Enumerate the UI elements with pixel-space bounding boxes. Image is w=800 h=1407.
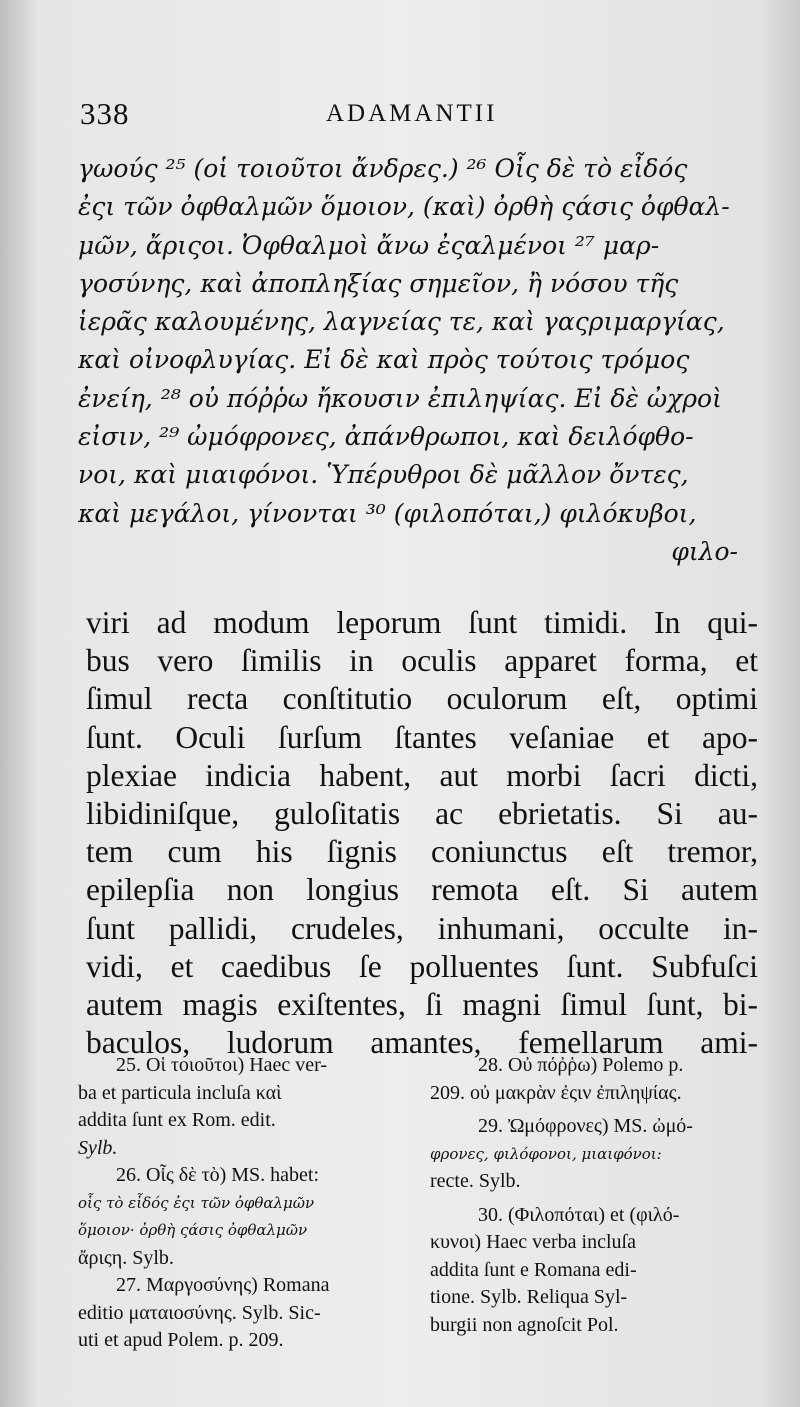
latin-line: ſunt. Oculi ſurſum ſtantes veſaniae et apo- — [86, 719, 758, 755]
latin-text-block — [86, 604, 758, 1062]
footnote-text: Οἱ τοιοῦτοι) Haec ver- — [146, 1054, 328, 1076]
latin-line: epilepſia non longius remota eſt. Si autem — [86, 872, 758, 908]
footnote-text: editio ματαιοσύνης. Sylb. Sic- — [78, 1301, 321, 1324]
greek-line: νοι, καὶ μιαιφόνοι. Ὑπέρυθροι δὲ μᾶλλον ὄντες, — [78, 460, 689, 490]
latin-line: ſunt pallidi, crudeles, inhumani, occulte in- — [86, 910, 758, 946]
footnote-29 — [430, 1113, 768, 1196]
footnotes-left-column — [78, 1052, 404, 1355]
latin-line: autem magis exiſtentes, ſi magni ſimul ſunt, bi- — [86, 987, 758, 1023]
latin-line: viri ad modum leporum ſunt timidi. In qui- — [86, 605, 758, 640]
footnote-number: 26. — [116, 1164, 141, 1186]
footnote-text: addita ſunt ex Rom. edit. — [78, 1109, 276, 1131]
running-head: ADAMANTII — [326, 100, 498, 127]
greek-line: εἰσιν, ²⁹ ὠμόφρονες, ἀπάνθρωποι, καὶ δειλόφθο- — [78, 422, 694, 452]
footnote-text: οἷς τὸ εἶδός ἐςι τῶν ὀφθαλμῶν — [78, 1193, 315, 1212]
page-number: 338 — [80, 96, 130, 131]
footnote-text: κυνοι) Haec verba incluſa — [430, 1231, 636, 1253]
footnote-26 — [78, 1162, 404, 1272]
footnote-text: recte. Sylb. — [430, 1170, 521, 1192]
latin-line: tem cum his ſignis coniunctus eſt tremor, — [86, 834, 758, 870]
greek-line: καὶ μεγάλοι, γίνονται ³⁰ (φιλοπόται,) φιλόκυβοι, — [78, 498, 697, 528]
footnote-text: burgii non agnoſcit Pol. — [430, 1313, 619, 1336]
page-header — [80, 96, 740, 136]
footnote-text: Μαργοσύνης) Romana — [146, 1274, 330, 1296]
footnote-28 — [430, 1052, 768, 1107]
footnote-text: ὅμοιον· ὀρθὴ ςάσις ὀφθαλμῶν — [78, 1221, 308, 1239]
footnote-number: 30. — [478, 1203, 503, 1226]
footnote-number: 29. — [478, 1115, 503, 1137]
footnote-number: 28. — [478, 1054, 503, 1076]
footnote-text: 209. οὐ μακρὰν ἐςιν ἐπιληψίας. — [430, 1081, 682, 1104]
greek-line: μῶν, ἄριςοι. Ὀφθαλμοὶ ἄνω ἐςαλμένοι ²⁷ μαρ- — [78, 230, 660, 260]
footnote-text: φρονες, φιλόφονοι, μιαιφόνοι: — [430, 1144, 662, 1163]
footnote-number: 27. — [116, 1274, 141, 1296]
footnote-text: ἄριςη. Sylb. — [78, 1246, 174, 1269]
greek-line: ἐςι τῶν ὀφθαλμῶν ὅμοιον, (καὶ) ὀρθὴ ςάσις ὀφθαλ- — [78, 192, 730, 222]
footnote-text: Οἷς δὲ τὸ) MS. habet: — [146, 1164, 320, 1186]
greek-line: ἐνείη, ²⁸ οὐ πόῤῥω ἤκουσιν ἐπιληψίας. Εἰ δὲ ὠχροὶ — [78, 383, 722, 413]
footnote-text: ba et particula incluſa καὶ — [78, 1081, 282, 1104]
footnote-30 — [430, 1202, 768, 1340]
latin-line: vidi, et caedibus ſe polluentes ſunt. Subfuſci — [86, 948, 758, 984]
latin-line: plexiae indicia habent, aut morbi ſacri dicti, — [86, 757, 758, 793]
footnote-text: Sylb. — [78, 1136, 118, 1159]
footnote-text: Ὠμόφρονες) MS. ὠμό- — [508, 1115, 693, 1137]
footnote-25 — [78, 1052, 404, 1162]
footnote-text: tione. Sylb. Reliqua Syl- — [430, 1286, 628, 1308]
latin-line: bus vero ſimilis in oculis apparet forma, et — [86, 643, 758, 679]
footnote-text: (Φιλοπόται) et (φιλό- — [508, 1203, 680, 1226]
greek-catchword: φιλο- — [671, 536, 738, 566]
footnote-text: uti et apud Polem. p. 209. — [78, 1329, 284, 1351]
latin-line: libidiniſque, guloſitatis ac ebrietatis. Si au- — [86, 796, 758, 832]
greek-line: ἱερᾶς καλουμένης, λαγνείας τε, καὶ γαςριμαργίας, — [78, 307, 725, 337]
footnote-number: 25. — [116, 1054, 141, 1076]
latin-line: baculos, ludorum amantes, femellarum ami- — [86, 1025, 758, 1061]
footnote-27 — [78, 1272, 404, 1355]
latin-line: ſimul recta conſtitutio oculorum eſt, optimi — [86, 681, 758, 717]
footnotes-right-column — [430, 1052, 768, 1339]
greek-line: καὶ οἰνοφλυγίας. Εἰ δὲ καὶ πρὸς τούτοις τρόμος — [78, 345, 690, 375]
footnote-text: Οὐ πόῤῥω) Polemo p. — [508, 1054, 684, 1076]
greek-text-block — [78, 150, 768, 571]
greek-line: γωούς ²⁵ (οἱ τοιοῦτοι ἄνδρες.) ²⁶ Οἷς δὲ τὸ εἶδός — [78, 154, 688, 183]
footnote-text: addita ſunt e Romana edi- — [430, 1258, 637, 1281]
greek-line: γοσύνης, καὶ ἀποπληξίας σημεῖον, ἢ νόσου τῆς — [78, 268, 679, 298]
